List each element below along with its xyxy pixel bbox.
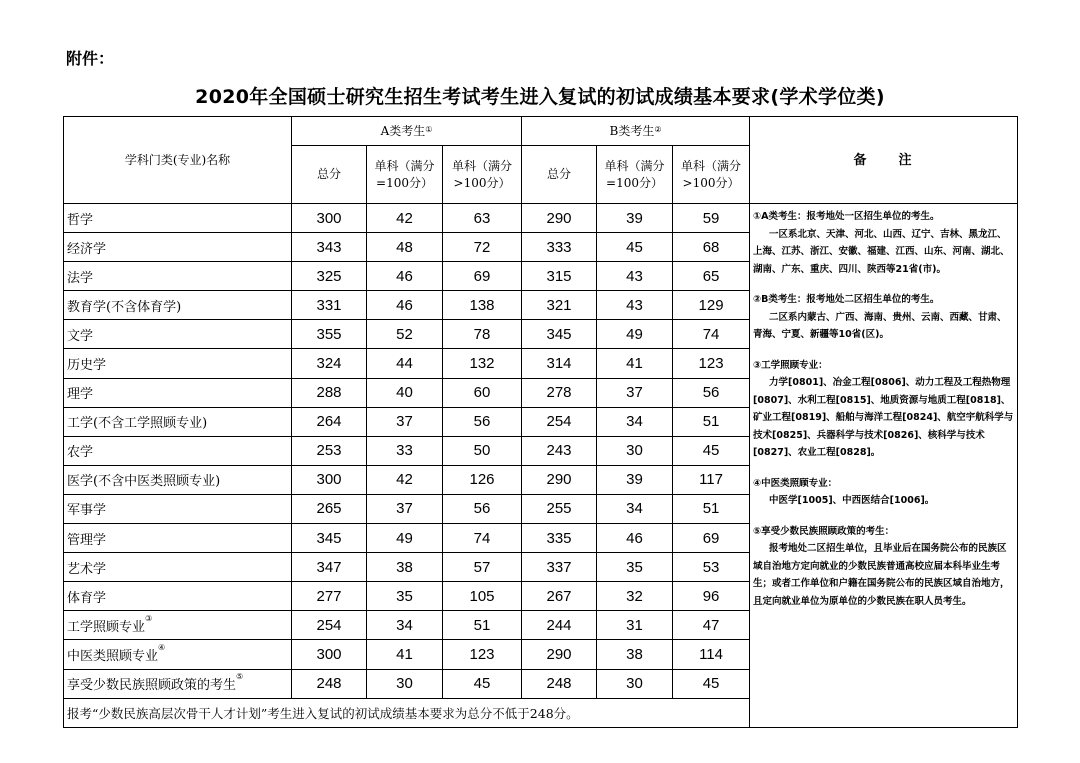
score-a-total: 343 xyxy=(292,233,367,262)
score-b-s100: 34 xyxy=(597,494,673,523)
score-b-sgt: 45 xyxy=(673,436,750,465)
score-b-sgt: 45 xyxy=(673,669,750,698)
subject-name: 经济学 xyxy=(64,233,292,262)
score-a-s100: 35 xyxy=(367,582,443,611)
score-a-total: 254 xyxy=(292,611,367,640)
score-a-total: 253 xyxy=(292,436,367,465)
subject-name: 理学 xyxy=(64,378,292,407)
score-b-sgt: 53 xyxy=(673,553,750,582)
score-b-total: 321 xyxy=(522,291,597,320)
subject-name: 工学(不含工学照顾专业) xyxy=(64,407,292,436)
score-b-sgt: 47 xyxy=(673,611,750,640)
score-b-sgt: 59 xyxy=(673,204,750,233)
score-a-sgt: 126 xyxy=(443,465,522,494)
subject-name: 医学(不含中医类照顾专业) xyxy=(64,465,292,494)
score-a-sgt: 57 xyxy=(443,553,522,582)
score-a-total: 325 xyxy=(292,262,367,291)
score-a-s100: 34 xyxy=(367,611,443,640)
b-single-gt100-header: 单科（满分 >100分） xyxy=(673,146,750,204)
score-b-sgt: 65 xyxy=(673,262,750,291)
score-b-total: 255 xyxy=(522,494,597,523)
b-single-100-header: 单科（满分 =100分） xyxy=(597,146,673,204)
score-a-sgt: 45 xyxy=(443,669,522,698)
score-a-sgt: 105 xyxy=(443,582,522,611)
score-b-total: 333 xyxy=(522,233,597,262)
score-b-s100: 41 xyxy=(597,349,673,378)
score-a-sgt: 60 xyxy=(443,378,522,407)
score-b-sgt: 56 xyxy=(673,378,750,407)
score-a-s100: 46 xyxy=(367,262,443,291)
a-single-100-header: 单科（满分 =100分） xyxy=(367,146,443,204)
group-b-mark: ② xyxy=(654,124,662,134)
notes-column-header: 备 注 xyxy=(750,117,1018,204)
score-a-total: 347 xyxy=(292,553,367,582)
b-total-header: 总分 xyxy=(522,146,597,204)
score-a-sgt: 123 xyxy=(443,640,522,669)
a-total-header: 总分 xyxy=(292,146,367,204)
score-b-sgt: 74 xyxy=(673,320,750,349)
score-a-sgt: 56 xyxy=(443,494,522,523)
score-a-total: 355 xyxy=(292,320,367,349)
group-a-mark: ① xyxy=(425,124,433,134)
score-a-sgt: 132 xyxy=(443,349,522,378)
document-title: 2020年全国硕士研究生招生考试考生进入复试的初试成绩基本要求(学术学位类) xyxy=(195,86,885,108)
score-a-total: 264 xyxy=(292,407,367,436)
score-a-s100: 41 xyxy=(367,640,443,669)
score-b-total: 314 xyxy=(522,349,597,378)
score-b-sgt: 51 xyxy=(673,494,750,523)
score-a-s100: 33 xyxy=(367,436,443,465)
subject-name: 法学 xyxy=(64,262,292,291)
subject-name: 农学 xyxy=(64,436,292,465)
note-minority: ⑤享受少数民族照顾政策的考生： 报考地处二区招生单位，且毕业后在国务院公布的民族区域自治地方定向就业的少数民族普通高校应届本科毕业生考生；或者工作单位和户籍在国务院公布的民族区域自治地方，且定向就业单位为原单位的少数民族在职人员考生。 xyxy=(753,525,1010,607)
score-b-s100: 49 xyxy=(597,320,673,349)
subject-name: 教育学(不含体育学) xyxy=(64,291,292,320)
group-a-header: A类考生① xyxy=(292,117,522,146)
subject-name: 工学照顾专业③ xyxy=(64,611,292,640)
note-tcm: ④中医类照顾专业： 中医学[1005]、中西医结合[1006]。 xyxy=(753,477,935,506)
score-b-s100: 45 xyxy=(597,233,673,262)
score-a-s100: 42 xyxy=(367,465,443,494)
score-a-s100: 48 xyxy=(367,233,443,262)
score-b-s100: 38 xyxy=(597,640,673,669)
score-a-sgt: 50 xyxy=(443,436,522,465)
score-b-s100: 30 xyxy=(597,436,673,465)
subject-name: 军事学 xyxy=(64,494,292,523)
score-b-s100: 31 xyxy=(597,611,673,640)
score-b-s100: 43 xyxy=(597,262,673,291)
score-a-total: 331 xyxy=(292,291,367,320)
subject-name: 体育学 xyxy=(64,582,292,611)
score-table xyxy=(63,116,1018,728)
score-b-total: 254 xyxy=(522,407,597,436)
subject-name: 哲学 xyxy=(64,204,292,233)
score-a-sgt: 51 xyxy=(443,611,522,640)
score-b-total: 267 xyxy=(522,582,597,611)
score-b-sgt: 129 xyxy=(673,291,750,320)
score-a-s100: 37 xyxy=(367,407,443,436)
notes-cell xyxy=(750,204,1018,728)
score-a-sgt: 72 xyxy=(443,233,522,262)
group-b-header: B类考生② xyxy=(522,117,750,146)
score-b-total: 248 xyxy=(522,669,597,698)
score-a-s100: 44 xyxy=(367,349,443,378)
score-a-total: 277 xyxy=(292,582,367,611)
note-a-class: ①A类考生：报考地处一区招生单位的考生。 一区系北京、天津、河北、山西、辽宁、吉林、黑龙江、上海、江苏、浙江、安徽、福建、江西、山东、河南、湖北、湖南、广东、重庆、四川、陕西等21省(市)。 xyxy=(753,211,1010,275)
score-b-sgt: 96 xyxy=(673,582,750,611)
a-single-gt100-header: 单科（满分 >100分） xyxy=(443,146,522,204)
score-b-s100: 35 xyxy=(597,553,673,582)
score-a-sgt: 74 xyxy=(443,524,522,553)
score-b-s100: 39 xyxy=(597,465,673,494)
score-a-s100: 42 xyxy=(367,204,443,233)
score-b-sgt: 123 xyxy=(673,349,750,378)
score-a-total: 288 xyxy=(292,378,367,407)
score-b-sgt: 68 xyxy=(673,233,750,262)
score-b-s100: 43 xyxy=(597,291,673,320)
score-b-s100: 34 xyxy=(597,407,673,436)
score-b-total: 243 xyxy=(522,436,597,465)
score-b-total: 345 xyxy=(522,320,597,349)
score-b-total: 244 xyxy=(522,611,597,640)
score-a-total: 300 xyxy=(292,465,367,494)
subject-name: 中医类照顾专业④ xyxy=(64,640,292,669)
subject-name: 享受少数民族照顾政策的考生⑤ xyxy=(64,669,292,698)
score-a-total: 324 xyxy=(292,349,367,378)
score-b-s100: 39 xyxy=(597,204,673,233)
score-a-total: 300 xyxy=(292,640,367,669)
score-b-s100: 46 xyxy=(597,524,673,553)
score-a-sgt: 63 xyxy=(443,204,522,233)
score-b-sgt: 69 xyxy=(673,524,750,553)
score-a-s100: 52 xyxy=(367,320,443,349)
score-b-sgt: 117 xyxy=(673,465,750,494)
score-a-s100: 49 xyxy=(367,524,443,553)
subject-footnote-mark: ④ xyxy=(158,642,166,652)
score-b-total: 290 xyxy=(522,640,597,669)
score-a-sgt: 69 xyxy=(443,262,522,291)
score-a-sgt: 78 xyxy=(443,320,522,349)
attachment-label: 附件： xyxy=(66,49,115,68)
subject-column-header: 学科门类(专业)名称 xyxy=(64,117,292,204)
subject-name: 管理学 xyxy=(64,524,292,553)
score-b-sgt: 114 xyxy=(673,640,750,669)
score-a-s100: 40 xyxy=(367,378,443,407)
score-b-s100: 32 xyxy=(597,582,673,611)
subject-footnote-mark: ③ xyxy=(145,613,153,623)
score-b-s100: 37 xyxy=(597,378,673,407)
subject-name: 文学 xyxy=(64,320,292,349)
note-b-class: ②B类考生：报考地处二区招生单位的考生。 二区系内蒙古、广西、海南、贵州、云南、西藏、甘肃、青海、宁夏、新疆等10省(区)。 xyxy=(753,294,1007,340)
score-a-s100: 37 xyxy=(367,494,443,523)
score-b-total: 335 xyxy=(522,524,597,553)
score-a-total: 345 xyxy=(292,524,367,553)
score-a-total: 300 xyxy=(292,204,367,233)
score-b-sgt: 51 xyxy=(673,407,750,436)
score-b-total: 290 xyxy=(522,465,597,494)
score-a-total: 265 xyxy=(292,494,367,523)
score-a-total: 248 xyxy=(292,669,367,698)
score-a-s100: 46 xyxy=(367,291,443,320)
footnote: 报考“少数民族高层次骨干人才计划”考生进入复试的初试成绩基本要求为总分不低于248分。 xyxy=(64,698,750,727)
table-row xyxy=(64,204,1018,233)
subject-name: 艺术学 xyxy=(64,553,292,582)
score-a-s100: 38 xyxy=(367,553,443,582)
score-a-sgt: 138 xyxy=(443,291,522,320)
score-b-total: 315 xyxy=(522,262,597,291)
score-b-total: 278 xyxy=(522,378,597,407)
subject-footnote-mark: ⑤ xyxy=(236,672,244,682)
score-b-total: 290 xyxy=(522,204,597,233)
score-b-s100: 30 xyxy=(597,669,673,698)
score-b-total: 337 xyxy=(522,553,597,582)
score-a-sgt: 56 xyxy=(443,407,522,436)
subject-name: 历史学 xyxy=(64,349,292,378)
score-a-s100: 30 xyxy=(367,669,443,698)
note-engineering: ③工学照顾专业： 力学[0801]、冶金工程[0806]、动力工程及工程热物理[0807]、水利工程[0815]、地质资源与地质工程[0818]、矿业工程[0819]、船舶与海洋工程[0824]、航空宇航科学与技术[0825]、兵器科学与技术[0826]、核科学与技术[0827]、农业工程[0828]。 xyxy=(753,359,1014,458)
